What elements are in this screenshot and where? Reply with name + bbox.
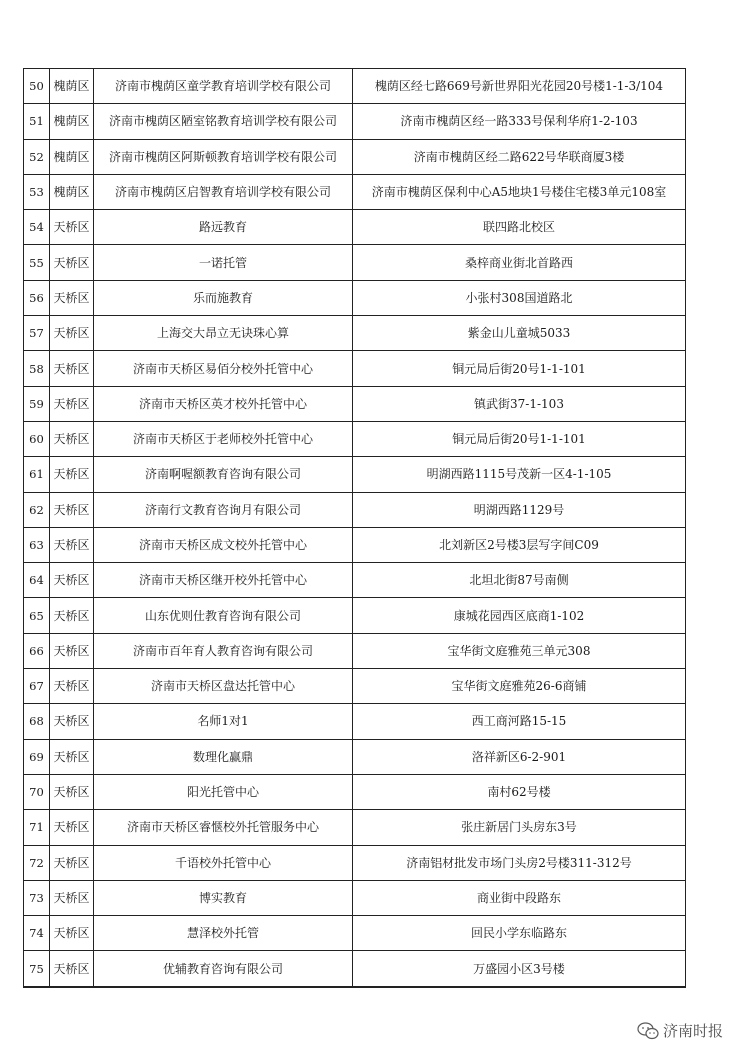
district-cell: 天桥区 <box>50 880 94 915</box>
institution-name-cell: 济南市天桥区睿惬校外托管服务中心 <box>94 810 353 845</box>
table-row <box>24 421 686 456</box>
institution-name-cell: 路远教育 <box>94 210 353 245</box>
institution-name-cell: 山东优则仕教育咨询有限公司 <box>94 598 353 633</box>
institution-name-cell: 乐而施教育 <box>94 280 353 315</box>
institution-name-cell: 济南市天桥区易佰分校外托管中心 <box>94 351 353 386</box>
row-number: 53 <box>24 174 50 209</box>
address-cell: 铜元局后街20号1-1-101 <box>353 421 686 456</box>
row-number: 68 <box>24 704 50 739</box>
district-cell: 天桥区 <box>50 669 94 704</box>
table-row <box>24 104 686 139</box>
institution-name-cell: 一诺托管 <box>94 245 353 280</box>
wechat-icon <box>637 1022 659 1040</box>
table-row <box>24 633 686 668</box>
row-number: 74 <box>24 916 50 951</box>
row-number: 67 <box>24 669 50 704</box>
table-row <box>24 845 686 880</box>
institution-name-cell: 济南市天桥区成文校外托管中心 <box>94 527 353 562</box>
district-cell: 天桥区 <box>50 704 94 739</box>
table-row <box>24 351 686 386</box>
institution-name-cell: 阳光托管中心 <box>94 774 353 809</box>
address-cell: 槐荫区经七路669号新世界阳光花园20号楼1-1-3/104 <box>353 69 686 104</box>
address-cell: 北坦北街87号南侧 <box>353 563 686 598</box>
institution-name-cell: 千语校外托管中心 <box>94 845 353 880</box>
institution-name-cell: 优辅教育咨询有限公司 <box>94 951 353 987</box>
address-cell: 桑梓商业街北首路西 <box>353 245 686 280</box>
row-number: 71 <box>24 810 50 845</box>
district-cell: 槐荫区 <box>50 69 94 104</box>
district-cell: 天桥区 <box>50 739 94 774</box>
row-number: 59 <box>24 386 50 421</box>
table-row <box>24 739 686 774</box>
row-number: 60 <box>24 421 50 456</box>
watermark <box>637 1020 723 1041</box>
table-body <box>24 69 686 987</box>
district-cell: 天桥区 <box>50 386 94 421</box>
row-number: 54 <box>24 210 50 245</box>
district-cell: 天桥区 <box>50 598 94 633</box>
table-row <box>24 774 686 809</box>
district-cell: 天桥区 <box>50 421 94 456</box>
district-cell: 天桥区 <box>50 527 94 562</box>
district-cell: 槐荫区 <box>50 104 94 139</box>
address-cell: 铜元局后街20号1-1-101 <box>353 351 686 386</box>
district-cell: 天桥区 <box>50 563 94 598</box>
table-row <box>24 563 686 598</box>
row-number: 64 <box>24 563 50 598</box>
address-cell: 张庄新居门头房东3号 <box>353 810 686 845</box>
district-cell: 天桥区 <box>50 280 94 315</box>
institution-name-cell: 济南市槐荫区阿斯顿教育培训学校有限公司 <box>94 139 353 174</box>
table-row <box>24 69 686 104</box>
table-row <box>24 880 686 915</box>
address-cell: 济南市槐荫区经二路622号华联商厦3楼 <box>353 139 686 174</box>
row-number: 75 <box>24 951 50 987</box>
row-number: 50 <box>24 69 50 104</box>
institution-name-cell: 济南市天桥区继开校外托管中心 <box>94 563 353 598</box>
district-cell: 天桥区 <box>50 951 94 987</box>
address-cell: 回民小学东临路东 <box>353 916 686 951</box>
institution-name-cell: 上海交大昂立无诀珠心算 <box>94 316 353 351</box>
address-cell: 镇武街37-1-103 <box>353 386 686 421</box>
institution-name-cell: 济南市槐荫区陋室铭教育培训学校有限公司 <box>94 104 353 139</box>
table-row <box>24 457 686 492</box>
row-number: 51 <box>24 104 50 139</box>
table-row <box>24 704 686 739</box>
address-cell: 明湖西路1129号 <box>353 492 686 527</box>
table-row <box>24 951 686 987</box>
table-row <box>24 527 686 562</box>
institution-name-cell: 慧泽校外托管 <box>94 916 353 951</box>
district-cell: 天桥区 <box>50 774 94 809</box>
institution-name-cell: 济南市槐荫区启智教育培训学校有限公司 <box>94 174 353 209</box>
address-cell: 万盛园小区3号楼 <box>353 951 686 987</box>
address-cell: 南村62号楼 <box>353 774 686 809</box>
institution-table <box>23 68 686 988</box>
table-row <box>24 598 686 633</box>
address-cell: 济南铝材批发市场门头房2号楼311-312号 <box>353 845 686 880</box>
district-cell: 天桥区 <box>50 810 94 845</box>
district-cell: 天桥区 <box>50 316 94 351</box>
address-cell: 北刘新区2号楼3层写字间C09 <box>353 527 686 562</box>
row-number: 61 <box>24 457 50 492</box>
row-number: 69 <box>24 739 50 774</box>
district-cell: 天桥区 <box>50 210 94 245</box>
address-cell: 商业街中段路东 <box>353 880 686 915</box>
table-row <box>24 280 686 315</box>
row-number: 73 <box>24 880 50 915</box>
row-number: 58 <box>24 351 50 386</box>
table-row <box>24 139 686 174</box>
institution-name-cell: 济南市天桥区英才校外托管中心 <box>94 386 353 421</box>
table-row <box>24 316 686 351</box>
table-row <box>24 210 686 245</box>
table-row <box>24 916 686 951</box>
district-cell: 天桥区 <box>50 845 94 880</box>
institution-name-cell: 济南市天桥区盘达托管中心 <box>94 669 353 704</box>
district-cell: 天桥区 <box>50 457 94 492</box>
institution-name-cell: 博实教育 <box>94 880 353 915</box>
institution-name-cell: 济南市百年育人教育咨询有限公司 <box>94 633 353 668</box>
row-number: 63 <box>24 527 50 562</box>
address-cell: 康城花园西区底商1-102 <box>353 598 686 633</box>
district-cell: 天桥区 <box>50 633 94 668</box>
institution-name-cell: 济南市天桥区于老师校外托管中心 <box>94 421 353 456</box>
institution-name-cell: 济南市槐荫区童学教育培训学校有限公司 <box>94 69 353 104</box>
table-row <box>24 810 686 845</box>
table-row <box>24 669 686 704</box>
address-cell: 宝华街文庭雅苑26-6商铺 <box>353 669 686 704</box>
row-number: 55 <box>24 245 50 280</box>
institution-name-cell: 数理化赢鼎 <box>94 739 353 774</box>
row-number: 66 <box>24 633 50 668</box>
watermark-text: 济南时报 <box>662 1022 723 1040</box>
address-cell: 西工商河路15-15 <box>353 704 686 739</box>
row-number: 57 <box>24 316 50 351</box>
district-cell: 天桥区 <box>50 492 94 527</box>
address-cell: 联四路北校区 <box>353 210 686 245</box>
address-cell: 明湖西路1115号茂新一区4-1-105 <box>353 457 686 492</box>
row-number: 62 <box>24 492 50 527</box>
address-cell: 紫金山儿童城5033 <box>353 316 686 351</box>
row-number: 65 <box>24 598 50 633</box>
table-row <box>24 245 686 280</box>
district-cell: 天桥区 <box>50 351 94 386</box>
institution-name-cell: 济南啊喔额教育咨询有限公司 <box>94 457 353 492</box>
row-number: 52 <box>24 139 50 174</box>
table-row <box>24 386 686 421</box>
row-number: 72 <box>24 845 50 880</box>
row-number: 56 <box>24 280 50 315</box>
institution-name-cell: 名师1对1 <box>94 704 353 739</box>
table-row <box>24 174 686 209</box>
address-cell: 小张村308国道路北 <box>353 280 686 315</box>
address-cell: 济南市槐荫区保利中心A5地块1号楼住宅楼3单元108室 <box>353 174 686 209</box>
address-cell: 济南市槐荫区经一路333号保利华府1-2-103 <box>353 104 686 139</box>
table-row <box>24 492 686 527</box>
address-cell: 洛祥新区6-2-901 <box>353 739 686 774</box>
district-cell: 天桥区 <box>50 916 94 951</box>
district-cell: 槐荫区 <box>50 174 94 209</box>
row-number: 70 <box>24 774 50 809</box>
district-cell: 天桥区 <box>50 245 94 280</box>
institution-name-cell: 济南行文教育咨询月有限公司 <box>94 492 353 527</box>
district-cell: 槐荫区 <box>50 139 94 174</box>
address-cell: 宝华街文庭雅苑三单元308 <box>353 633 686 668</box>
